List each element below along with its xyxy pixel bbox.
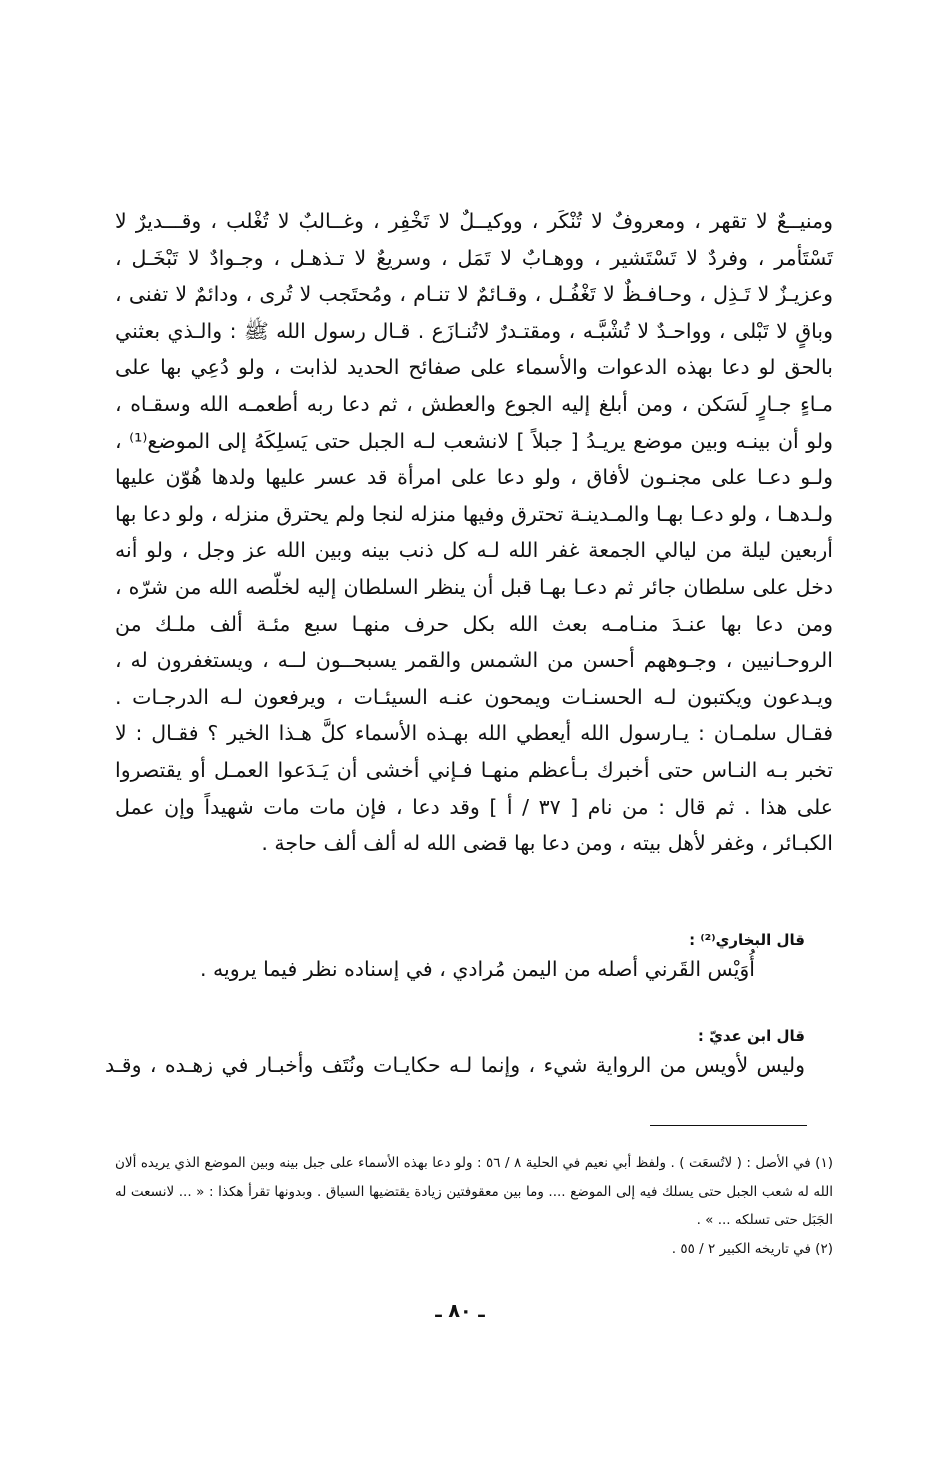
footnote-2: (٢) في تاريخه الكبير ٢ / ٥٥ . [671,1240,833,1257]
page-number: ـ ٨٠ ـ [435,1300,485,1322]
ibn-adi-quote-label: قال ابن عديّ : [697,1027,805,1045]
ibn-adi-quote-text: وليس لأويس من الرواية شيء ، وإنما لـه حكايـات ونُتَف وأخبـار في زهـده ، وقـد [105,1053,805,1077]
bukhari-quote-text: أُوَيْس القَرني أصله من اليمن مُرادي ، في إسناده نظر فيما يرويه . [200,957,755,981]
footnote-divider [650,1125,807,1126]
body-paragraph: ومنيــعٌ لا تقهر ، ومعروفٌ لا تُنْكَر ، ووكيــلٌ لا تَخْفِر ، وغــالبٌ لا تُغْلب ، وقـــديرٌ لا تَسْتَأمر ، وفردٌ لا تَسْتَشير ، ووهـابٌ لا تَمَل ، وسريعٌ لا تـذهـل ، وجـوادٌ لا تَبْخَـل ، وعزيـزٌ لا تَـذِل ، وحـافـظٌ لا تَغْفُـل ، وقـائمٌ لا تنـام ، ومُحتَجب لا تُرى ، ودائمٌ لا تفنى ، وباقٍ لا تَبْلى ، وواحـدٌ لا تُشْبَّـه ، ومقتـدرٌ لاتُنـازَع . قـال رسول الله ﷺ : والـذي بعثني بالحق لو دعا بهذه الدعوات والأسماء على صفائح الحديد لذابت ، ولو دُعِي بها على مـاءٍ جـارٍ لَسَكن ، ومن أبلغ إليه الجوع والعطش ، ثم دعا ربه أطعمـه الله وسقـاه ، ولو أن بينـه وبين موضع يريـدُ [ جبلاً ] لانشعب لـه الجبل حتى يَسلِكَهُ إلى الموضع⁽¹⁾ ، ولـو دعـا على مجنـون لأفاق ، ولو دعا على امرأة قد عسر عليها ولدها هُوّن عليها ولـدهـا ، ولو دعـا بهـا والمـدينـة تحترق وفيها منزله لنجا ولم يحترق منزله ، ولو دعا بها أربعين ليلة من ليالي الجمعة غفر الله لـه كل ذنب بينه وبين الله عز وجل ، ولو أنه دخل على سلطان جائر ثم دعـا بهـا قبل أن ينظر السلطان إليه لخلّصه الله من شرّه ، ومن دعا بها عنـدَ منـامـه بعث الله بكل حرف منهـا سبع مئـة ألف ملـك من الروحـانيين ، وجـوههم أحسن من الشمس والقمر يسبحــون لــه ، ويستغفرون له ، ويـدعون ويكتبون لـه الحسنـات ويمحون عنـه السيئـات ، ويرفعون لـه الدرجـات . فقـال سلمـان : يـارسول الله أيعطي الله بهـذه الأسماء كلَّ هـذا الخير ؟ فقـال : لا تخبر بـه النـاس حتى أخبرك بـأعظم منهـا فـإني أخشى أن يَـدَعوا العمـل أو يقتصروا على هذا . ثم قال : من نام [ ٣٧ / أ ] وقد دعا ، فإن مات مات شهيداً وإن عمل الكبـائر ، وغفر لأهل بيته ، ومن دعا بها قضى الله له ألف ألف حاجة . [115,209,833,856]
footnote-1: (١) في الأصل : ( لاتُسعَت ) . ولفظ أبي نعيم في الحلية ٨ / ٥٦ : ولو دعا بهذه الأسماء على جبل بينه وبين الموضع الذي يريده ألان الله له شعب الجبل حتى يسلك فيه إلى الموضع .... وما بين معقوفتين زيادة يقتضيها السياق . وبدونها تقرأ هكذا : « ... لانسعت له الجَبَل حتى تسلكه ... » . [115,1155,833,1228]
footnotes [115,1149,833,1263]
main-text-block [115,203,833,862]
bukhari-quote [105,928,805,986]
ibn-adi-quote [105,1024,805,1082]
bukhari-quote-label: قال البخاري⁽²⁾ : [689,931,805,949]
